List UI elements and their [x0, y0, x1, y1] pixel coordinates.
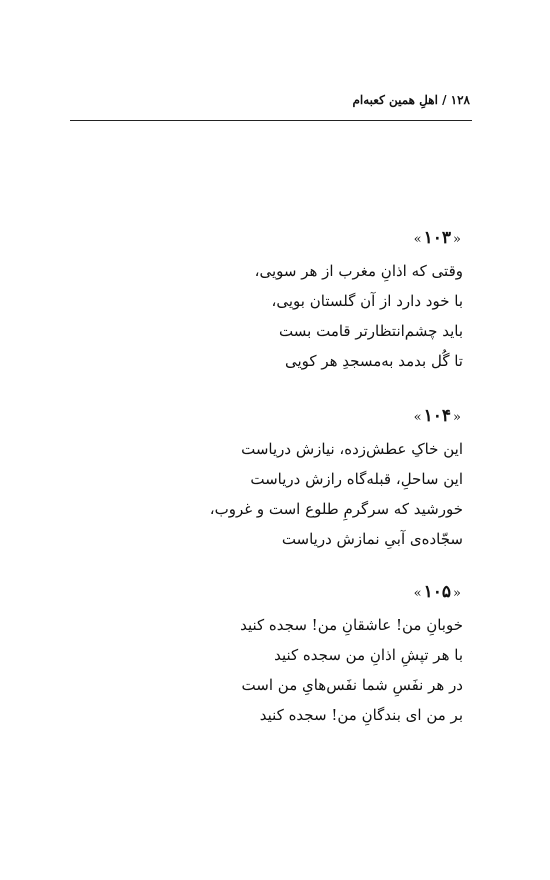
open-quote: « [453, 586, 461, 601]
open-quote: « [453, 232, 461, 247]
poem-number [143, 404, 463, 428]
running-title: ۱۲۸ / اهلِ همین کعبه‌ام [352, 93, 470, 107]
poem-number [143, 580, 463, 604]
verse-line: سجّاده‌ی آبیِ نمازش دریاست [281, 530, 463, 548]
verse-line: تا گُل بدمد به‌مسجدِ هر کویی [285, 352, 463, 370]
verse-line: خورشید که سرگرمِ طلوع است و غروب، [209, 500, 463, 518]
verse-line: باید چشم‌انتظارتر قامت بست [279, 322, 463, 340]
verse-line: با هر تپشِ اذانِ من سجده کنید [274, 646, 463, 664]
verse-line: وقتی که اذانِ مغرب از هر سویی، [254, 262, 463, 280]
poem-number [143, 226, 463, 250]
poem-block [143, 404, 463, 554]
poem-block [143, 226, 463, 376]
close-quote: » [413, 410, 422, 425]
verse-line: این ساحلِ، قبله‌گاه رازش دریاست [250, 470, 463, 488]
verse-line: با خود دارد از آن گلستان بویی، [271, 292, 463, 310]
close-quote: » [413, 232, 422, 247]
verse-line: این خاکِ عطش‌زده، نیازش دریاست [241, 440, 463, 458]
verse-line: خوبانِ من! عاشقانِ من! سجده کنید [240, 616, 463, 634]
verse-line: در هر نفَسِ شما نفَس‌هایِ من است [241, 676, 463, 694]
poem-block [143, 580, 463, 730]
poem-number-value: ۱۰۴ [423, 406, 452, 426]
poem-number-value: ۱۰۵ [423, 582, 452, 602]
running-header [80, 92, 470, 108]
poem-number-value: ۱۰۳ [423, 228, 452, 248]
header-rule [70, 120, 472, 121]
open-quote: « [453, 410, 461, 425]
verse-line: بر من ای بندگانِ من! سجده کنید [259, 706, 463, 724]
close-quote: » [413, 586, 422, 601]
